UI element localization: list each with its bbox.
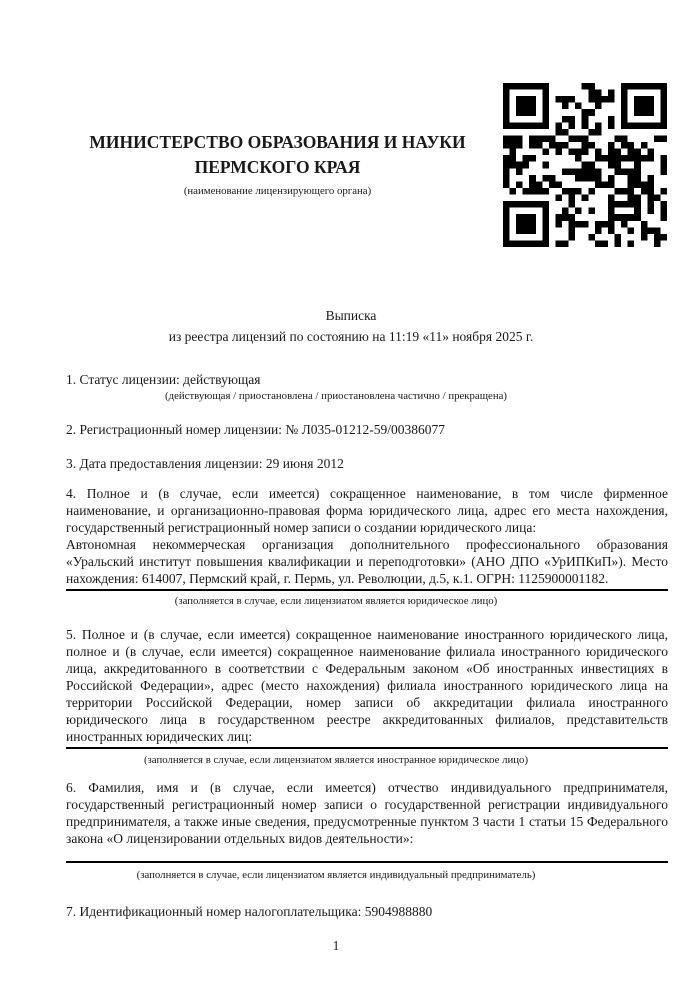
foreign-entity-clause: 5. Полное и (в случае, если имеется) сокращенное наименование иностранного юридического лица, полное и (в случае, если имеется) сокращенное наименование филиала иностранного юридического лица, аккредитованного в соответствии с Федеральным законом «Об иностранных инвестициях в Российской Федерации», адрес (место нахождения) филиала иностранного юридического лица на территории Российской Федерации, номер записи об аккредитации филиала иностранного юридического лица в государственном реестре аккредитованных филиалов, представительств иностранных юридических лиц: (66, 627, 668, 744)
registration-number-line: 2. Регистрационный номер лицензии: № Л035-01212-59/00386077 (66, 422, 446, 437)
page-number: 1 (332, 938, 340, 953)
legal-entity-clause: 4. Полное и (в случае, если имеется) сокращенное наименование, в том числе фирменное наименование, и организационно-правовая форма юридического лица, адрес его места нахождения, государственный регистрационный номер записи о создании юридического лица: (66, 486, 668, 535)
entrepreneur-clause: 6. Фамилия, имя и (в случае, если имеется) отчество индивидуального предпринимателя, государственный регистрационный номер записи о государственной регистрации индивидуального предпринимателя, а также иные сведения, предусмотренные пунктом 3 части 1 статьи 15 Федерального закона «О лицензировании отдельных видов деятельности»: (66, 780, 668, 846)
license-status-line: 1. Статус лицензии: действующая (66, 372, 261, 387)
extract-date-line: из реестра лицензий по состоянию на 11:19 «11» ноября 2025 г. (168, 329, 534, 344)
legal-entity-answer: Автономная некоммерческая организация дополнительного профессионального образования «Уральский институт повышения квалификации и переподготовки» (АНО ДПО «УрИПКиП»). Место нахождения: 614007, Пермский край, г. Пермь, ул. Революции, д.5, к.1. ОГРН: 1125900001182. (66, 537, 668, 586)
ministry-name-line1: МИНИСТЕРСТВО ОБРАЗОВАНИЯ И НАУКИ (89, 132, 466, 152)
legal-entity-note: (заполняется в случае, если лицензиатом является юридическое лицо) (174, 595, 498, 607)
legal-entity-underline (66, 589, 668, 591)
licensing-authority-caption: (наименование лицензирующего органа) (183, 185, 372, 197)
ministry-name-line2: ПЕРМСКОГО КРАЯ (194, 157, 361, 177)
entrepreneur-underline (66, 861, 668, 863)
taxpayer-number-line: 7. Идентификационный номер налогоплательщика: 5904988880 (66, 904, 433, 919)
extract-title: Выписка (325, 308, 377, 323)
qr-code-container (503, 83, 667, 247)
extract-title-block (66, 305, 636, 347)
entrepreneur-note: (заполняется в случае, если лицензиатом является индивидуальный предприниматель) (136, 869, 536, 881)
foreign-entity-note: (заполняется в случае, если лицензиатом является иностранное юридическое лицо) (143, 754, 529, 766)
license-status-options-note: (действующая / приостановлена / приостановлена частично / прекращена) (165, 390, 507, 402)
license-grant-date-line: 3. Дата предоставления лицензии: 29 июня 2012 (66, 456, 344, 471)
licensing-authority-header (66, 130, 489, 198)
foreign-entity-underline (66, 747, 668, 749)
qr-code (503, 83, 667, 247)
